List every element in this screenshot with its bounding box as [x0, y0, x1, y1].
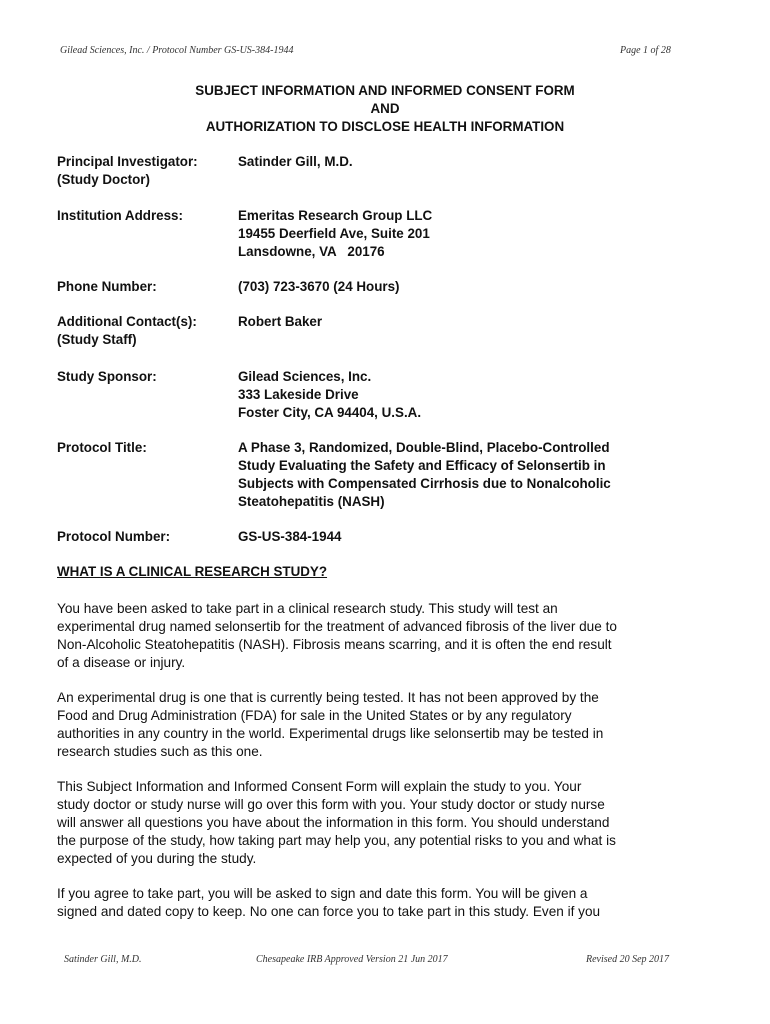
- paragraph-line: signed and dated copy to keep. No one can force you to take part in this study. Even if you: [57, 904, 601, 919]
- page-number: Page 1 of 28: [620, 45, 671, 56]
- value-line: Foster City, CA 94404, U.S.A.: [238, 405, 422, 420]
- paragraph-line: of a disease or injury.: [57, 655, 186, 670]
- paragraph-line: You have been asked to take part in a clinical research study. This study will test an: [57, 601, 558, 616]
- value-line: Study Evaluating the Safety and Efficacy of Selonsertib in: [238, 458, 606, 473]
- footer-revision-date: Revised 20 Sep 2017: [586, 954, 670, 965]
- body-paragraph: [57, 885, 697, 921]
- paragraph-line: research studies such as this one.: [57, 744, 263, 759]
- paragraph-line: study doctor or study nurse will go over this form with you. Your study doctor or study nurse: [57, 797, 605, 812]
- running-header-protocol: Gilead Sciences, Inc. / Protocol Number GS-US-384-1944: [60, 45, 294, 56]
- field-label: [57, 313, 235, 349]
- value-line: (703) 723-3670 (24 Hours): [238, 279, 400, 294]
- label-line: (Study Doctor): [57, 172, 150, 187]
- label-line: Institution Address:: [57, 208, 183, 223]
- value-line: 19455 Deerfield Ave, Suite 201: [238, 226, 430, 241]
- field-value: [238, 278, 678, 296]
- footer-investigator: Satinder Gill, M.D.: [64, 954, 142, 965]
- value-line: GS-US-384-1944: [238, 529, 342, 544]
- paragraph-line: Food and Drug Administration (FDA) for sale in the United States or by any regulatory: [57, 708, 572, 723]
- field-label: [57, 153, 235, 189]
- paragraph-line: This Subject Information and Informed Consent Form will explain the study to you. Your: [57, 779, 582, 794]
- label-line: Protocol Title:: [57, 440, 147, 455]
- document-title: [0, 82, 770, 136]
- value-line: 333 Lakeside Drive: [238, 387, 359, 402]
- field-label: [57, 439, 235, 457]
- field-label: [57, 207, 235, 225]
- paragraph-line: An experimental drug is one that is currently being tested. It has not been approved by the: [57, 690, 599, 705]
- field-value: [238, 368, 678, 422]
- title-line: AUTHORIZATION TO DISCLOSE HEALTH INFORMATION: [205, 119, 565, 134]
- label-line: Additional Contact(s):: [57, 314, 197, 329]
- body-paragraph: [57, 778, 697, 868]
- paragraph-line: If you agree to take part, you will be asked to sign and date this form. You will be given a: [57, 886, 588, 901]
- label-line: Study Sponsor:: [57, 369, 157, 384]
- title-line: SUBJECT INFORMATION AND INFORMED CONSENT FORM: [195, 83, 575, 98]
- paragraph-line: the purpose of the study, how taking part may help you, any potential risks to you and what is: [57, 833, 616, 848]
- field-value: [238, 313, 678, 331]
- field-value: [238, 207, 678, 261]
- paragraph-line: authorities in any country in the world. Experimental drugs like selonsertib may be tested in: [57, 726, 604, 741]
- label-line: Protocol Number:: [57, 529, 171, 544]
- value-line: Steatohepatitis (NASH): [238, 494, 385, 509]
- label-line: (Study Staff): [57, 332, 137, 347]
- paragraph-line: expected of you during the study.: [57, 851, 257, 866]
- field-value: [238, 528, 678, 546]
- value-line: Subjects with Compensated Cirrhosis due to Nonalcoholic: [238, 476, 611, 491]
- value-line: Robert Baker: [238, 314, 323, 329]
- field-label: [57, 528, 235, 546]
- value-line: Lansdowne, VA 20176: [238, 244, 385, 259]
- value-line: Emeritas Research Group LLC: [238, 208, 433, 223]
- value-line: A Phase 3, Randomized, Double-Blind, Placebo-Controlled: [238, 440, 610, 455]
- body-paragraph: [57, 600, 697, 672]
- paragraph-line: experimental drug named selonsertib for the treatment of advanced fibrosis of the liver due to: [57, 619, 617, 634]
- field-value: [238, 153, 678, 171]
- title-line: AND: [370, 101, 400, 116]
- section-heading: WHAT IS A CLINICAL RESEARCH STUDY?: [57, 564, 328, 579]
- footer-irb-approval: Chesapeake IRB Approved Version 21 Jun 2017: [256, 954, 448, 965]
- paragraph-line: Non-Alcoholic Steatohepatitis (NASH). Fibrosis means scarring, and it is often the end result: [57, 637, 612, 652]
- value-line: Satinder Gill, M.D.: [238, 154, 353, 169]
- field-label: [57, 368, 235, 386]
- paragraph-line: will answer all questions you have about the information in this form. You should understand: [57, 815, 610, 830]
- value-line: Gilead Sciences, Inc.: [238, 369, 372, 384]
- field-value: [238, 439, 678, 511]
- field-label: [57, 278, 235, 296]
- label-line: Phone Number:: [57, 279, 157, 294]
- label-line: Principal Investigator:: [57, 154, 198, 169]
- body-paragraph: [57, 689, 697, 761]
